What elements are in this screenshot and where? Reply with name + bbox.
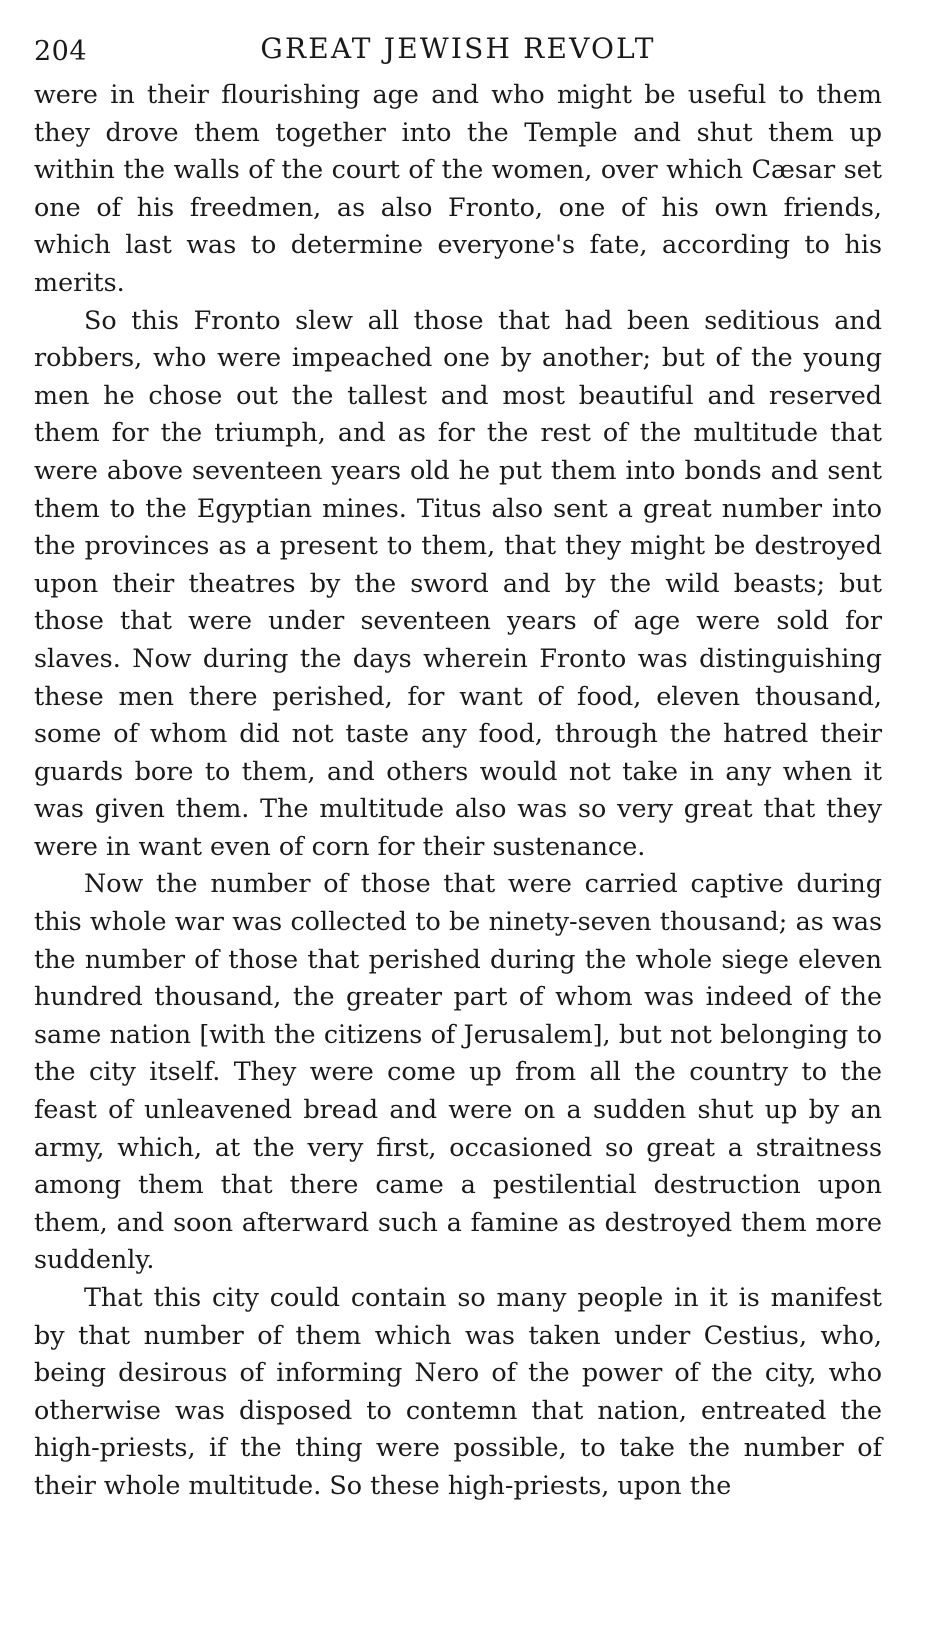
paragraph: Now the number of those that were carried captive during this whole war was collected to be ninety-seven thousand; as was the number of those that perished during the whole siege eleven hundred thousand, the greater part of whom was indeed of the same nation [with the citizens of Jerusalem], but not belonging to the city itself. They were come up from all the country to the feast of unleavened bread and were on a sudden shut up by an army, which, at the very first, occasioned so great a straitness among them that there came a pestilential destruction upon them, and soon afterward such a famine as destroyed them more suddenly. <box>34 868 882 1275</box>
book-page <box>34 28 882 1505</box>
paragraph: So this Fronto slew all those that had been seditious and robbers, who were impeached one by another; but of the young men he chose out the tallest and most beautiful and reserved them for the triumph, and as for the rest of the multitude that were above seventeen years old he put them into bonds and sent them to the Egyptian mines. Titus also sent a great number into the provinces as a present to them, that they might be destroyed upon their theatres by the sword and by the wild beasts; but those that were under seventeen years of age were sold for slaves. Now during the days wherein Fronto was distinguishing these men there perished, for want of food, eleven thousand, some of whom did not taste any food, through the hatred their guards bore to them, and others would not take in any when it was given them. The multitude also was so very great that they were in want even of corn for their sustenance. <box>34 304 882 861</box>
paragraph-continued: were in their flourishing age and who might be useful to them they drove them together into the Temple and shut them up within the walls of the court of the women, over which Cæsar set one of his freedmen, as also Fronto, one of his own friends, which last was to determine everyone's fate, according to his merits. <box>34 79 882 297</box>
paragraph: That this city could contain so many people in it is manifest by that number of them which was taken under Cestius, who, being desirous of informing Nero of the power of the city, who otherwise was disposed to contemn that nation, entreated the high-priests, if the thing were possible, to take the number of their whole multitude. So these high-priests, upon the <box>34 1282 882 1500</box>
running-title: GREAT JEWISH REVOLT <box>260 32 656 65</box>
body-text <box>34 76 882 1505</box>
page-number: 204 <box>34 36 88 67</box>
page-header <box>34 28 882 76</box>
